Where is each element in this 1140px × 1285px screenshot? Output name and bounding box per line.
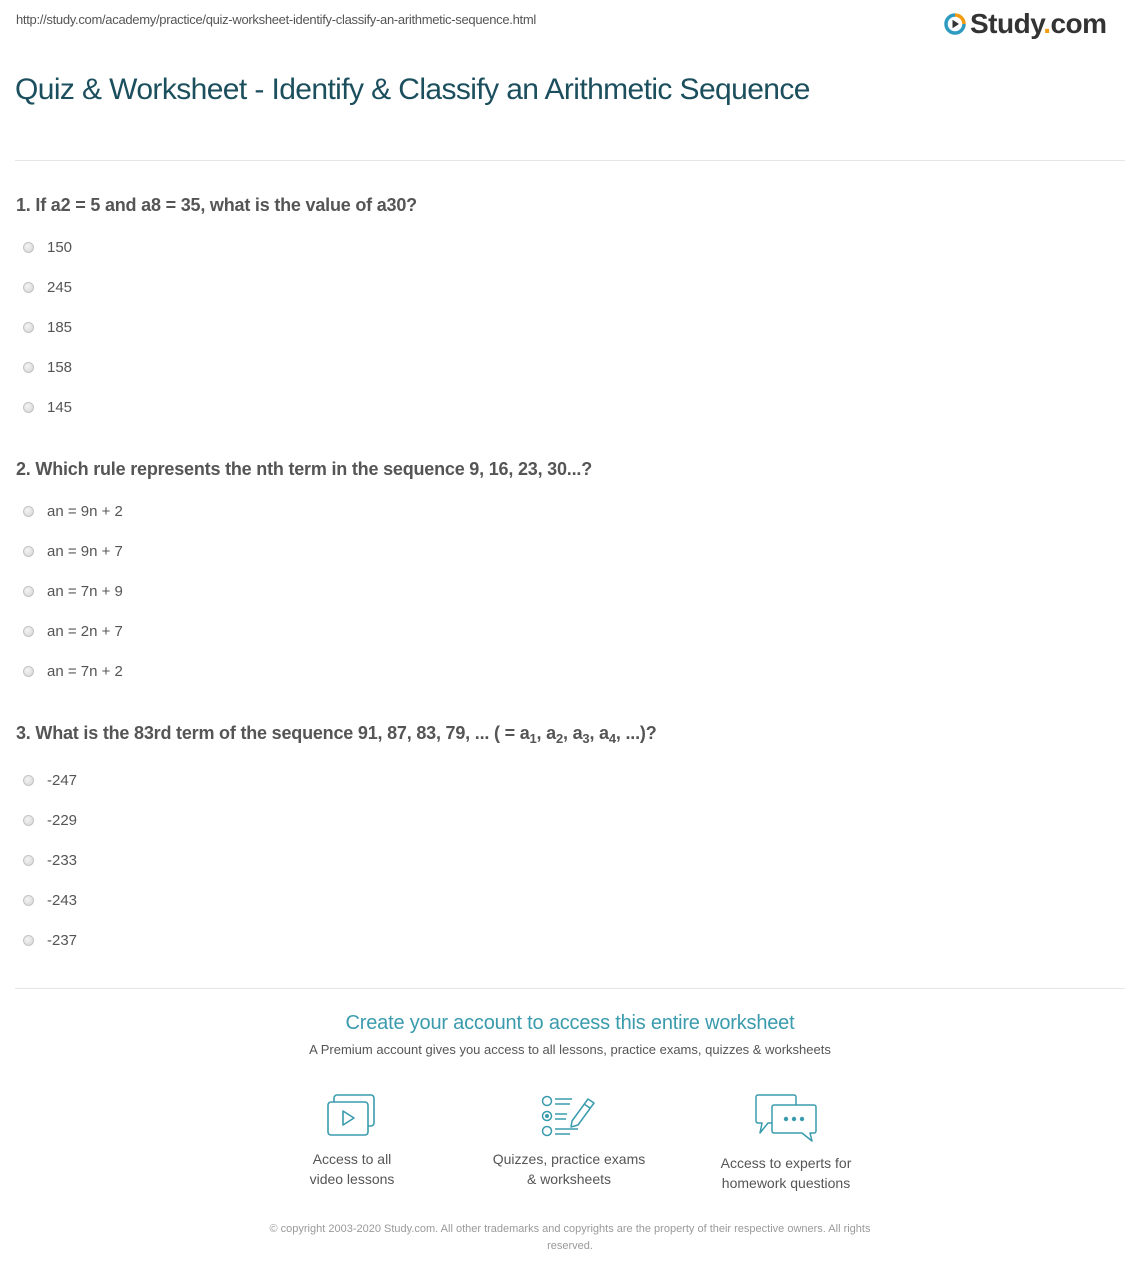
q3-option-2[interactable]: -229 [23,810,77,830]
radio-button[interactable] [23,362,34,373]
copyright-footer: © copyright 2003-2020 Study.com. All other trademarks and copyrights are the property of their respective owners. All rights reserved. [269,1223,871,1252]
radio-button[interactable] [23,546,34,557]
q2-option-5[interactable]: an = 7n + 2 [23,661,123,681]
q3-option-5[interactable]: -237 [23,930,77,950]
question-3: 3. What is the 83rd term of the sequence 91, 87, 83, 79, ... ( = $a_1$, $a_2$, $a_3$, $a_4$, ...)? [16,723,657,746]
radio-button[interactable] [23,775,34,786]
page-url: http://study.com/academy/practice/quiz-worksheet-identify-classify-an-arithmetic-sequence.html [16,12,536,27]
q1-option-4[interactable]: 158 [23,357,72,377]
radio-button[interactable] [23,935,34,946]
page-title: Quiz & Worksheet - Identify & Classify an Arithmetic Sequence [15,73,810,106]
chat-bubbles-icon [754,1093,818,1143]
q3-option-4[interactable]: -243 [23,890,77,910]
logo-wordmark: Study.com [970,8,1107,39]
q1-option-1[interactable]: 150 [23,237,72,257]
q2-option-3[interactable]: an = 7n + 9 [23,581,123,601]
q2-option-2[interactable]: an = 9n + 7 [23,541,123,561]
q2-option-4[interactable]: an = 2n + 7 [23,621,123,641]
q2-option-1[interactable]: an = 9n + 2 [23,501,123,521]
feature-video-lessons: Access to all video lessons [252,1093,452,1189]
radio-button[interactable] [23,322,34,333]
radio-button[interactable] [23,815,34,826]
radio-button[interactable] [23,666,34,677]
q1-option-5[interactable]: 145 [23,397,72,417]
q3-option-3[interactable]: -233 [23,850,77,870]
radio-button[interactable] [23,626,34,637]
video-lessons-icon [326,1093,378,1139]
study-logo[interactable] [944,9,1107,39]
radio-button[interactable] [23,586,34,597]
quiz-checklist-icon [540,1093,598,1139]
radio-button[interactable] [23,282,34,293]
feature-experts: Access to experts for homework questions [686,1093,886,1193]
radio-button[interactable] [23,402,34,413]
q1-option-3[interactable]: 185 [23,317,72,337]
question-1: 1. If a2 = 5 and a8 = 35, what is the value of a30? [16,195,417,215]
divider [15,160,1125,161]
radio-button[interactable] [23,895,34,906]
radio-button[interactable] [23,242,34,253]
divider [15,988,1125,989]
create-account-link[interactable]: Create your account to access this entire worksheet [345,1012,795,1034]
q1-option-2[interactable]: 245 [23,277,72,297]
q3-option-1[interactable]: -247 [23,770,77,790]
radio-button[interactable] [23,506,34,517]
feature-quizzes: Quizzes, practice exams & worksheets [469,1093,669,1189]
radio-button[interactable] [23,855,34,866]
premium-description: A Premium account gives you access to all lessons, practice exams, quizzes & worksheets [309,1042,831,1057]
logo-play-icon [944,13,966,35]
question-2: 2. Which rule represents the nth term in the sequence 9, 16, 23, 30...? [16,459,592,479]
